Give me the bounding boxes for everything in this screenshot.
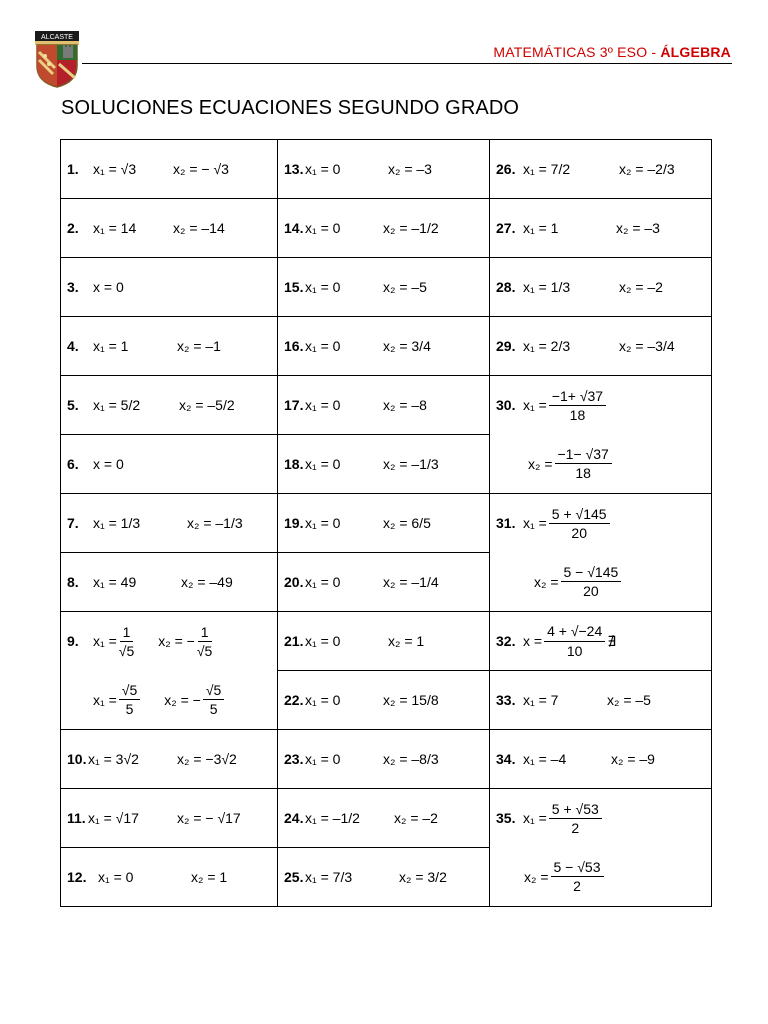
solution-9-a: 9. x₁ = $\frac{1}{√5}$ x₂ = − $\frac{1}{√5}$ [61, 612, 278, 671]
fraction: $\frac{5 - √53}{2}$ [551, 859, 604, 894]
solution-11: 11. x₁ = √17 x₂ = − √17 [61, 789, 278, 848]
solution-29: 29. x₁ = 2/3 x₂ = –3/4 [490, 317, 712, 376]
fraction: $\frac{√5}{5}$ [203, 682, 224, 717]
fraction: $\frac{4 + √-24}{10}$ [544, 623, 605, 658]
solution-20: 20. x₁ = 0 x₂ = –1/4 [278, 553, 490, 612]
header-separator: - [647, 44, 661, 60]
solution-12: 12. x₁ = 0 x₂ = 1 [61, 848, 278, 907]
solution-28: 28. x₁ = 1/3 x₂ = –2 [490, 258, 712, 317]
logo-text: ALCASTE [41, 34, 73, 41]
solution-14: 14. x₁ = 0 x₂ = –1/2 [278, 199, 490, 258]
solution-33: 33. x₁ = 7 x₂ = –5 [490, 671, 712, 730]
fraction: $\frac{5 - √145}{20}$ [561, 564, 622, 599]
solution-27: 27. x₁ = 1 x₂ = –3 [490, 199, 712, 258]
solution-8: 8. x₁ = 49 x₂ = –49 [61, 553, 278, 612]
solution-6: 6. x = 0 [61, 435, 278, 494]
header-topic: ÁLGEBRA [660, 44, 731, 60]
solution-1: 1. x₁ = √3 x₂ = − √3 [61, 140, 278, 199]
solution-2: 2. x₁ = 14 x₂ = –14 [61, 199, 278, 258]
solution-22: 22. x₁ = 0 x₂ = 15/8 [278, 671, 490, 730]
header-subject-text: MATEMÁTICAS 3º ESO [493, 44, 648, 60]
solution-23: 23. x₁ = 0 x₂ = –8/3 [278, 730, 490, 789]
solution-4: 4. x₁ = 1 x₂ = –1 [61, 317, 278, 376]
solution-5: 5. x₁ = 5/2 x₂ = –5/2 [61, 376, 278, 435]
fraction: $\frac{5 + √53}{2}$ [549, 801, 602, 836]
solution-18: 18. x₁ = 0 x₂ = –1/3 [278, 435, 490, 494]
solutions-table [60, 139, 712, 907]
solution-35-x2: x₂ = $\frac{5 - √53}{2}$ [490, 848, 712, 907]
fraction: $\frac{1}{√5}$ [196, 623, 213, 659]
solution-31-x1: 31. x₁ = $\frac{5 + √145}{20}$ [490, 494, 712, 553]
solution-16: 16. x₁ = 0 x₂ = 3/4 [278, 317, 490, 376]
solution-17: 17. x₁ = 0 x₂ = –8 [278, 376, 490, 435]
solution-34: 34. x₁ = –4 x₂ = –9 [490, 730, 712, 789]
solution-30-x2: x₂ = $\frac{-1- √37}{18}$ [490, 435, 712, 494]
solution-30-x1: 30. x₁ = $\frac{-1+ √37}{18}$ [490, 376, 712, 435]
fraction: $\frac{-1+ √37}{18}$ [549, 388, 606, 423]
solution-15: 15. x₁ = 0 x₂ = –5 [278, 258, 490, 317]
page-title: SOLUCIONES ECUACIONES SEGUNDO GRADO [61, 97, 520, 119]
solution-32: 32. x = $\frac{4 + √-24}{10}$ ∄ [490, 612, 712, 671]
fraction: $\frac{√5}{5}$ [119, 682, 140, 717]
solution-26: 26. x₁ = 7/2 x₂ = –2/3 [490, 140, 712, 199]
no-solution-symbol: ∄ [607, 632, 617, 649]
solution-21: 21. x₁ = 0 x₂ = 1 [278, 612, 490, 671]
solution-25: 25. x₁ = 7/3 x₂ = 3/2 [278, 848, 490, 907]
header-divider [82, 63, 732, 64]
fraction: $\frac{-1- √37}{18}$ [555, 446, 612, 481]
solution-24: 24. x₁ = –1/2 x₂ = –2 [278, 789, 490, 848]
fraction: $\frac{5 + √145}{20}$ [549, 506, 610, 541]
solution-19: 19. x₁ = 0 x₂ = 6/5 [278, 494, 490, 553]
school-crest-logo [33, 30, 81, 88]
solution-31-x2: x₂ = $\frac{5 - √145}{20}$ [490, 553, 712, 612]
solution-3: 3. x = 0 [61, 258, 278, 317]
solution-7: 7. x₁ = 1/3 x₂ = –1/3 [61, 494, 278, 553]
solution-35-x1: 35. x₁ = $\frac{5 + √53}{2}$ [490, 789, 712, 848]
fraction: $\frac{1}{√5}$ [118, 623, 135, 659]
solution-10: 10. x₁ = 3√2 x₂ = −3√2 [61, 730, 278, 789]
solution-9-b: x₁ = $\frac{√5}{5}$ x₂ = − $\frac{√5}{5}$ [61, 671, 278, 730]
header-subject [493, 44, 731, 60]
solution-13: 13. x₁ = 0 x₂ = –3 [278, 140, 490, 199]
